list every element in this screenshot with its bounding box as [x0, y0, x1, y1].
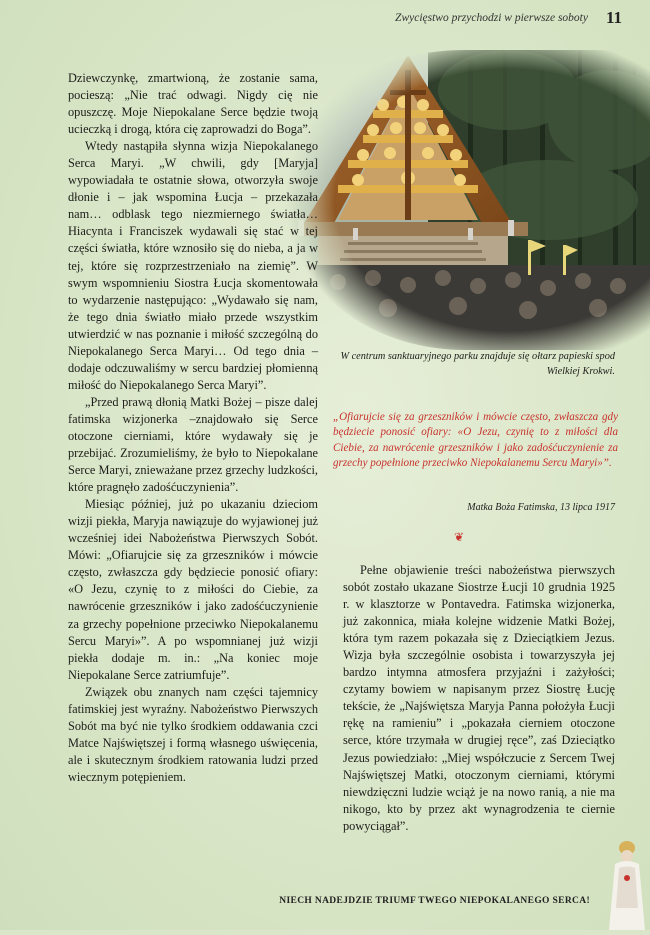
- quote-source: Matka Boża Fatimska, 13 lipca 1917: [467, 502, 615, 513]
- footer-slogan: NIECH NADEJDZIE TRIUMF TWEGO NIEPOKALANEGO SERCA!: [279, 896, 590, 906]
- right-article-column: [343, 562, 615, 835]
- paragraph: Wtedy nastąpiła słynna wizja Niepokalanego Serca Maryi. „W chwili, gdy [Maryja] wypowiadała te ostatnie słowa, otworzyła swoje dłonie i – jak wspomina Łucja – przekazała nam… odblask tego niezmiernego światła… Hiacynta i Franciszek wydawali się stać w tej części światła, które wznosiło się do nieba, a ja w tej, które się rozprzestrzeniało na ziemię”. W swym wspomnieniu Siostra Łucja skomentowała to wydarzenie następująco: „Wydawało się nam, że tego dnia światło miało przede wszystkim utwierdzić w nas poznanie i miłość szczególną do Niepokalanego Serca Maryi… Od tego dnia – dodaje odczuwaliśmy w sercu bardziej płomienną miłość do Niepokalanego Serca Maryi”.: [68, 139, 318, 392]
- paragraph: Związek obu znanych nam części tajemnicy fatimskiej jest wyraźny. Nabożeństwo Pierwszych Sobót ma być nie tylko środkiem oddawania czci Matce Najświętszej i formą własnego uświęcenia, ale i skutecznym środkiem ratowania ludzi przed wiecznym potępieniem.: [68, 684, 318, 784]
- pull-quote: „Ofiarujcie się za grzeszników i mówcie często, zwłaszcza gdy będziecie ponosić ofiary: «O Jezu, czynię to z miłości dla Ciebie, za nawrócenie grzeszników i jako zadośćuczynienie za grzechy popełnione przeciwko Niepokalanemu Sercu Maryi»”.: [333, 411, 618, 469]
- left-article-column: [68, 70, 318, 786]
- altar-photo: [278, 50, 650, 350]
- running-title: Zwycięstwo przychodzi w pierwsze soboty: [395, 12, 588, 24]
- paragraph: Miesiąc później, już po ukazaniu dzieciom wizji piekła, Maryja nawiązuje do wyjawionej już wcześniej idei Nabożeństwa Pierwszych Sobót. Mówi: „Ofiarujcie się za grzeszników i mówcie często, zwłaszcza gdy będziecie ponosić ofiary: «O Jezu, czynię to z miłości do Ciebie, za nawrócenie grzeszników i jako zadośćuczynienie za grzechy popełnione przeciwko Niepokalanemu Sercu Maryi»”. A po wspomnianej już wizji piekła dodaje m. in.: „Na koniec moje Niepokalane Serce zatriumfuje”.: [68, 497, 318, 682]
- heart-ornament-icon: ❦: [454, 530, 465, 544]
- photo-caption: W centrum sanktuaryjnego parku znajduje się ołtarz papieski spod Wielkiej Krokwi.: [340, 351, 615, 377]
- fatima-statue-icon: [605, 838, 650, 930]
- paragraph: „Przed prawą dłonią Matki Bożej – pisze dalej fatimska wizjonerka –znajdowało się Serce otoczone cierniami, które wydawały się je przebijać. Zrozumieliśmy, że było to Niepokalane Serce Maryi, znieważane przez grzechy ludzkości, które pragnęło zadośćuczynienia”.: [68, 394, 318, 495]
- page-number: 11: [606, 8, 623, 27]
- paragraph: Pełne objawienie treści nabożeństwa pierwszych sobót zostało ukazane Siostrze Łucji 10 grudnia 1925 r. w klasztorze w Pontavedra. Fatimska wizjonerka, już zakonnica, miała kolejne widzenie Matki Bożej, która tym razem pokazała się z Dzieciątkiem Jezus. Wizja była szczególnie osobista i towarzyszyła jej bardzo intymna atmosfera przyjaźni i zażyłości; czytamy bowiem w napisanym przez Siostrę Łucję tekście, że „Najświętsza Maryja Panna położyła Łucji rękę na ramieniu” i „pokazała cierniem otoczone serce, które trzymała w drugiej ręce”, zaś Dzieciątko Jezus powiedziało: „Miej współczucie z Sercem Twej Najświętszej Matki, otoczonym cierniami, którymi niewdzięczni ludzie wciąż je na nowo ranią, a nie ma nikogo, kto by przez akt wynagrodzenia te ciernie powyciągał”.: [343, 563, 615, 833]
- paragraph: Dziewczynkę, zmartwioną, że zostanie sama, pocieszą: „Nie trać odwagi. Nigdy cię nie opuszczę. Moje Niepokalane Serce będzie twoją ucieczką i drogą, która cię zaprowadzi do Boga”.: [68, 71, 318, 137]
